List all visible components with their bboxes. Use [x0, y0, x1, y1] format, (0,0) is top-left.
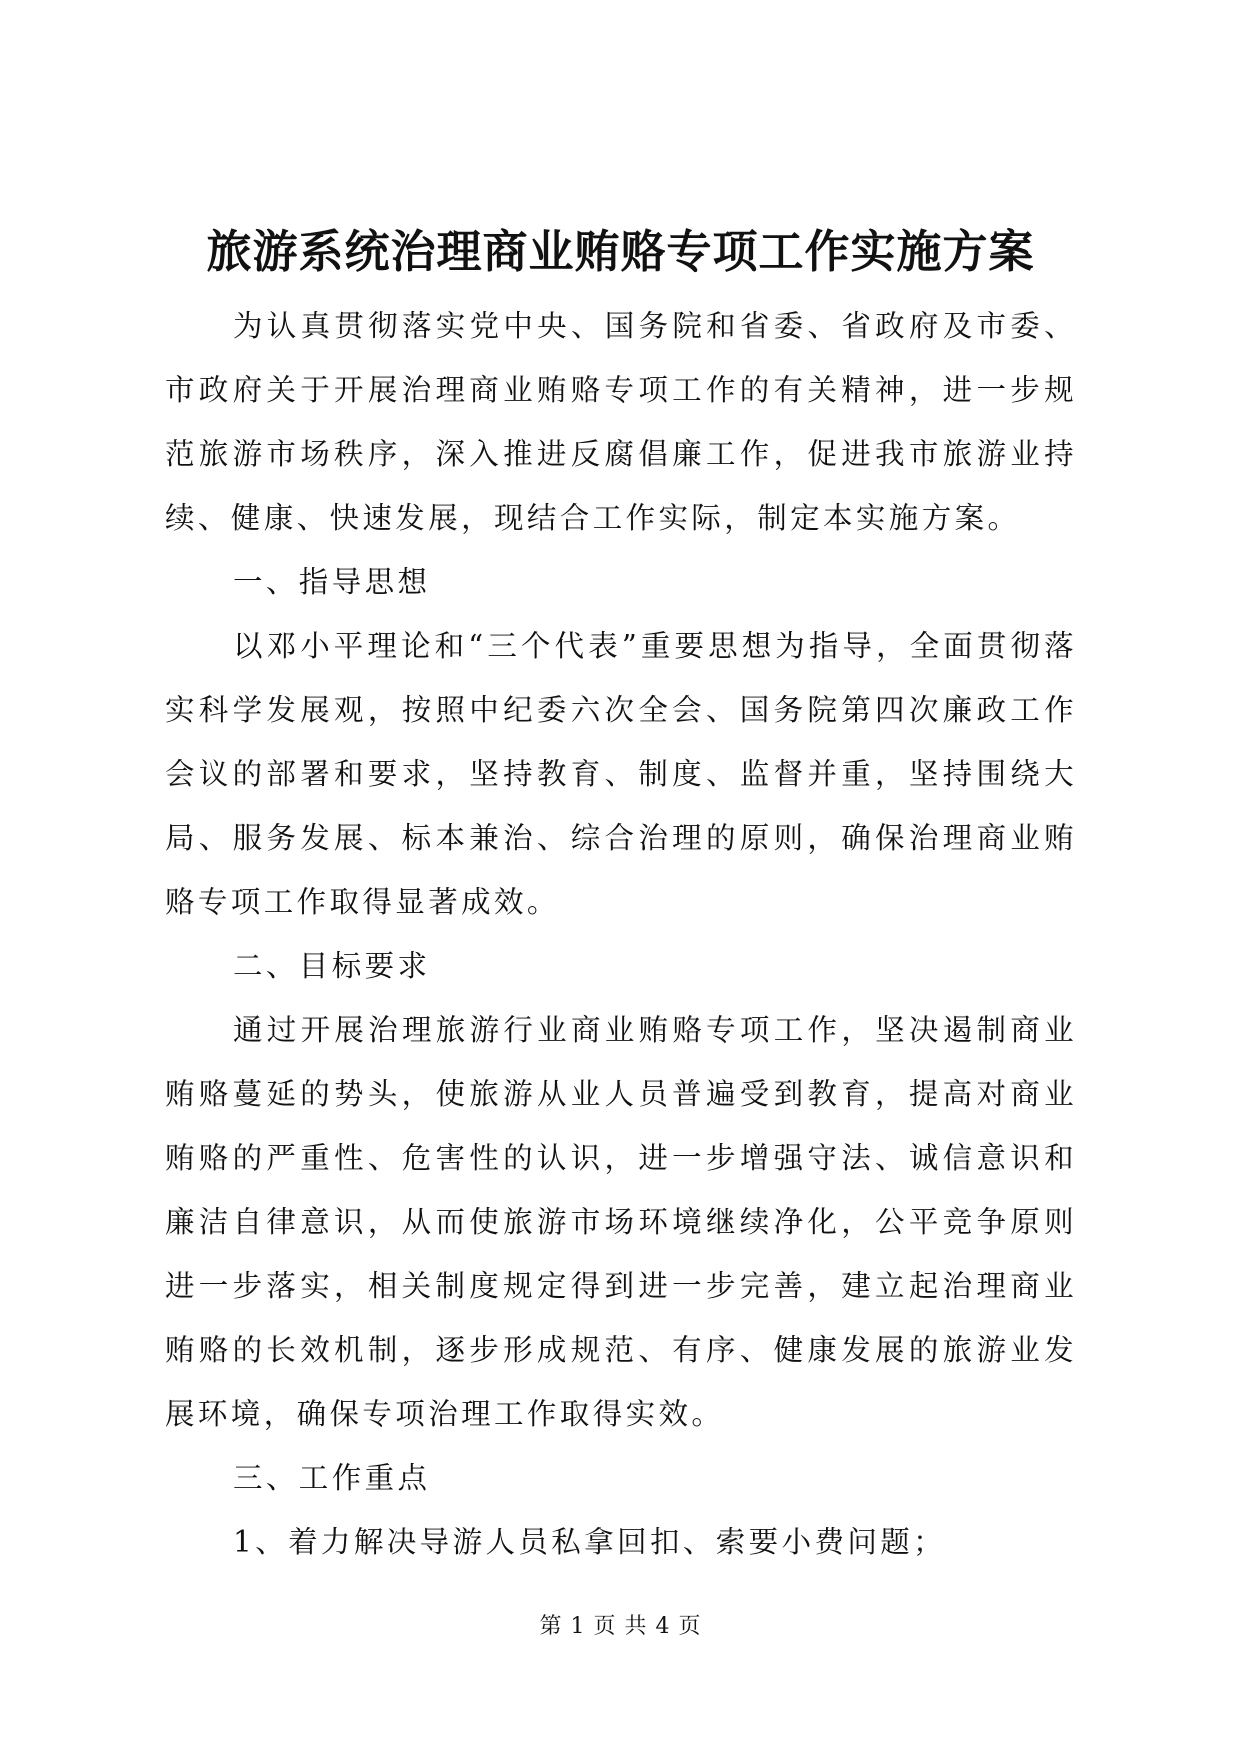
paragraph-goals: 通过开展治理旅游行业商业贿赂专项工作，坚决遏制商业贿赂蔓延的势头，使旅游从业人员普遍受到教育，提高对商业贿赂的严重性、危害性的认识，进一步增强守法、诚信意识和廉洁自律意识，从而使旅游市场环境继续净化，公平竞争原则进一步落实，相关制度规定得到进一步完善，建立起治理商业贿赂的长效机制，逐步形成规范、有序、健康发展的旅游业发展环境，确保专项治理工作取得实效。 [165, 1013, 1077, 1431]
section-heading-work-focus: 三、工作重点 [233, 1461, 431, 1495]
list-item-1: 1、着力解决导游人员私拿回扣、索要小费问题； [233, 1525, 947, 1559]
paragraph-guiding-thought: 以邓小平理论和“三个代表”重要思想为指导，全面贯彻落实科学发展观，按照中纪委六次全会、国务院第四次廉政工作会议的部署和要求，坚持教育、制度、监督并重，坚持围绕大局、服务发展、标本兼治、综合治理的原则，确保治理商业贿赂专项工作取得显著成效。 [165, 629, 1077, 919]
document-body [165, 294, 1077, 1574]
page-footer: 第 1 页 共 4 页 [539, 1614, 702, 1639]
section-heading-guiding-thought: 一、指导思想 [233, 565, 431, 599]
section-heading-goals: 二、目标要求 [233, 949, 431, 983]
paragraph-intro: 为认真贯彻落实党中央、国务院和省委、省政府及市委、市政府关于开展治理商业贿赂专项工作的有关精神，进一步规范旅游市场秩序，深入推进反腐倡廉工作，促进我市旅游业持续、健康、快速发展，现结合工作实际，制定本实施方案。 [165, 309, 1077, 535]
document-title: 旅游系统治理商业贿赂专项工作实施方案 [206, 225, 1035, 278]
